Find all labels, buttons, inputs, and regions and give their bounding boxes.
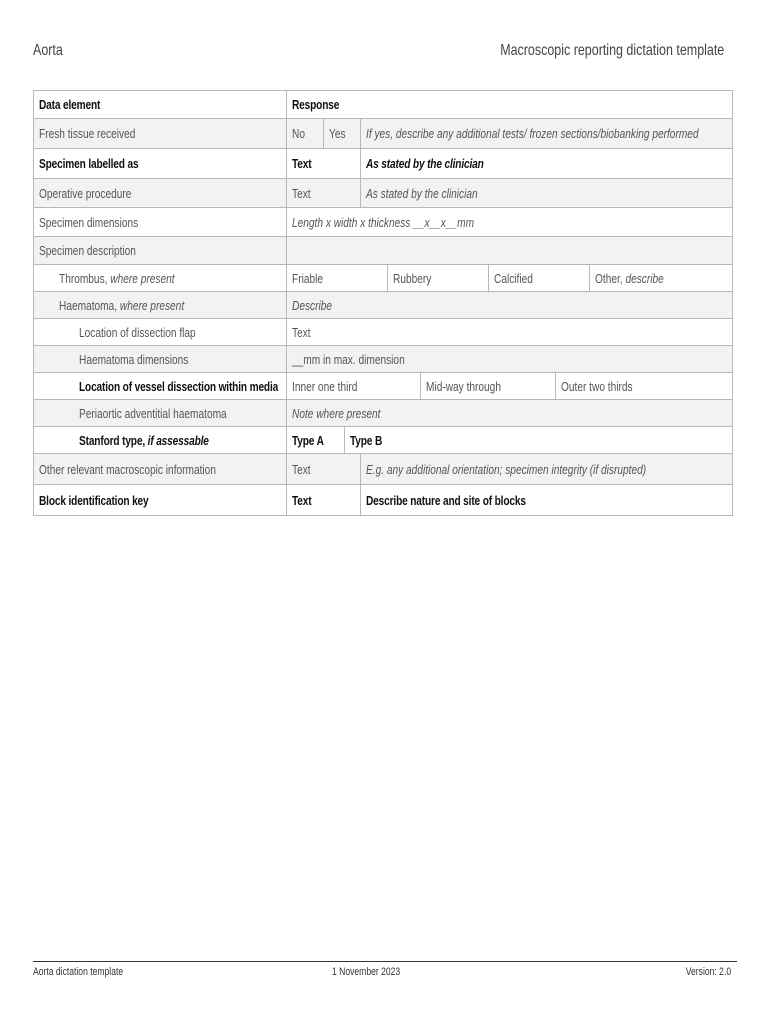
table-row-fresh-tissue bbox=[34, 119, 732, 149]
row-label: Fresh tissue received bbox=[39, 126, 136, 141]
option-inner-third: Inner one third bbox=[286, 373, 420, 399]
response-note: As stated by the clinician bbox=[360, 149, 732, 178]
row-label: Thrombus, where present bbox=[59, 270, 175, 286]
header-response: Response bbox=[286, 91, 732, 118]
response-text: Text bbox=[286, 149, 360, 178]
option-type-b: Type B bbox=[344, 427, 732, 453]
response-text: Text bbox=[286, 179, 360, 207]
footer-version: Version: 2.0 bbox=[685, 966, 731, 978]
footer-left: Aorta dictation template bbox=[33, 966, 124, 978]
row-label: Location of vessel dissection within media bbox=[79, 378, 279, 394]
response-note: If yes, describe any additional tests/ frozen sections/biobanking performed bbox=[360, 119, 732, 148]
table-row-block-identification bbox=[34, 485, 732, 516]
row-label: Specimen dimensions bbox=[39, 214, 139, 230]
table-row-periaortic-haematoma bbox=[34, 400, 732, 427]
table-row-specimen-dimensions bbox=[34, 208, 732, 237]
table-row-haematoma-dimensions bbox=[34, 346, 732, 373]
footer-date: 1 November 2023 bbox=[332, 966, 401, 978]
table-row-vessel-dissection-media bbox=[34, 373, 732, 400]
table-row-specimen-description bbox=[34, 237, 732, 265]
table-row-other-macroscopic bbox=[34, 454, 732, 485]
response-text: Text bbox=[286, 485, 360, 515]
dictation-table bbox=[33, 90, 733, 516]
row-label: Specimen description bbox=[39, 243, 136, 258]
header-data-element: Data element bbox=[39, 97, 101, 112]
response-value: Note where present bbox=[286, 400, 732, 426]
option-rubbery: Rubbery bbox=[387, 265, 488, 291]
response-text: Text bbox=[286, 454, 360, 484]
response-value: Describe bbox=[286, 292, 732, 318]
row-label: Operative procedure bbox=[39, 185, 132, 201]
option-outer-thirds: Outer two thirds bbox=[555, 373, 732, 399]
option-no: No bbox=[286, 119, 323, 148]
table-row-operative-procedure bbox=[34, 179, 732, 208]
response-note: E.g. any additional orientation; specimen integrity (if disrupted) bbox=[360, 454, 732, 484]
row-label: Stanford type, if assessable bbox=[79, 432, 209, 448]
response-empty bbox=[286, 237, 732, 264]
table-row-haematoma bbox=[34, 292, 732, 319]
row-label: Haematoma, where present bbox=[59, 297, 185, 313]
option-mid-way: Mid-way through bbox=[420, 373, 555, 399]
row-label: Periaortic adventitial haematoma bbox=[79, 405, 227, 421]
table-header-row bbox=[34, 91, 732, 119]
response-value: __mm in max. dimension bbox=[286, 346, 732, 372]
response-note: Describe nature and site of blocks bbox=[360, 485, 732, 515]
footer-divider bbox=[33, 961, 737, 962]
option-friable: Friable bbox=[286, 265, 387, 291]
response-value: Length x width x thickness __x__x__mm bbox=[286, 208, 732, 236]
row-label: Specimen labelled as bbox=[39, 156, 139, 171]
table-row-thrombus bbox=[34, 265, 732, 292]
option-type-a: Type A bbox=[286, 427, 344, 453]
option-other: Other, describe bbox=[589, 265, 732, 291]
table-row-specimen-labelled bbox=[34, 149, 732, 179]
row-label: Block identification key bbox=[39, 492, 149, 508]
response-value: Text bbox=[286, 319, 732, 345]
row-label: Other relevant macroscopic information bbox=[39, 461, 216, 477]
option-calcified: Calcified bbox=[488, 265, 589, 291]
document-subtitle: Macroscopic reporting dictation template bbox=[499, 42, 724, 59]
response-note: As stated by the clinician bbox=[360, 179, 732, 207]
option-yes: Yes bbox=[323, 119, 360, 148]
document-title: Aorta bbox=[33, 42, 63, 59]
row-label: Haematoma dimensions bbox=[79, 351, 189, 367]
table-row-stanford-type bbox=[34, 427, 732, 454]
row-label: Location of dissection flap bbox=[79, 324, 196, 340]
table-row-dissection-flap bbox=[34, 319, 732, 346]
